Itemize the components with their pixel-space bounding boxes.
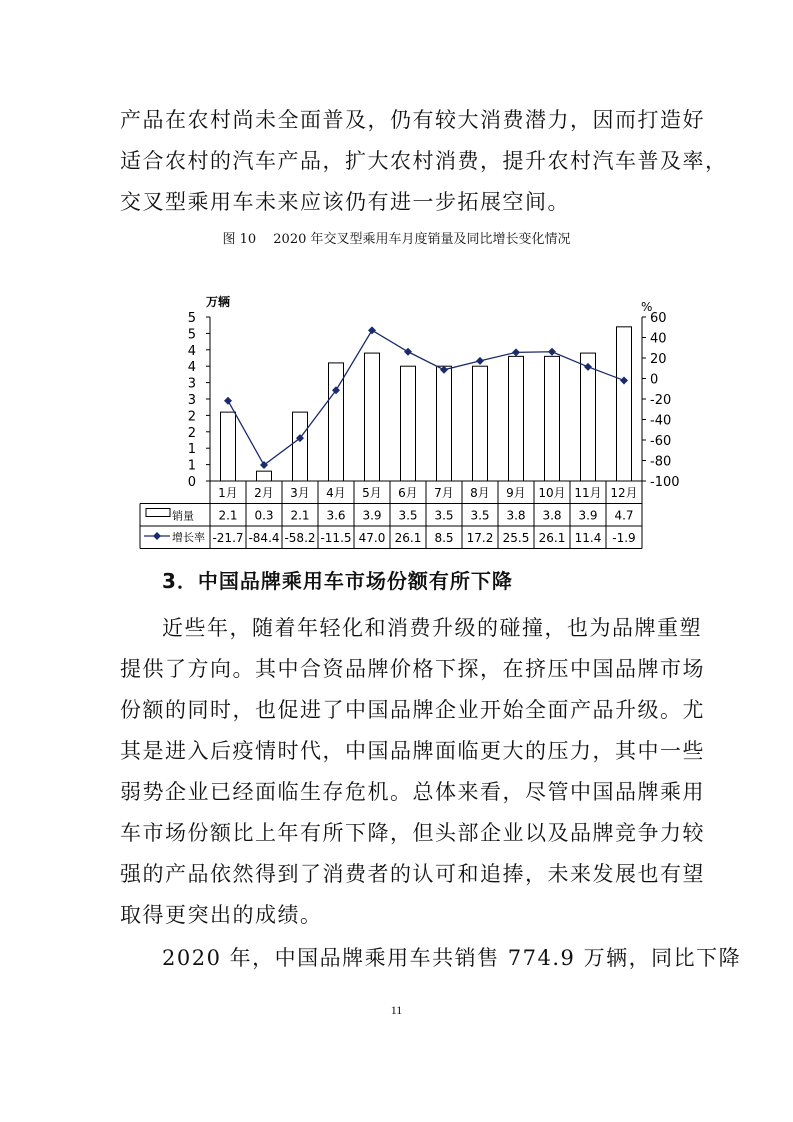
left-axis-tick-label: 1 — [187, 458, 196, 474]
sales-bar — [221, 412, 236, 481]
table-growth-value: 47.0 — [358, 531, 386, 545]
sales-bar — [293, 412, 308, 481]
table-growth-value: 26.1 — [394, 531, 422, 545]
paragraph-line: 2020 年，中国品牌乘用车共销售 774.9 万辆，同比下降 — [162, 946, 742, 970]
table-growth-value: -21.7 — [212, 531, 244, 545]
section-heading: 3．中国品牌乘用车市场份额有所下降 — [162, 569, 513, 593]
x-category-label: 2月 — [254, 486, 274, 500]
right-axis-unit-label: % — [641, 300, 653, 314]
right-axis-tick-label: -80 — [650, 454, 672, 470]
growth-point — [548, 348, 556, 356]
table-sales-value: 3.5 — [470, 508, 490, 523]
table-sales-value: 2.1 — [290, 508, 310, 523]
x-category-label: 4月 — [326, 486, 346, 500]
left-axis-unit-label: 万辆 — [206, 295, 231, 309]
right-axis-tick-label: 20 — [650, 352, 667, 367]
table-growth-value: -11.5 — [320, 531, 352, 545]
growth-line — [228, 330, 624, 465]
combo-chart — [0, 0, 793, 560]
table-sales-value: 3.6 — [326, 508, 346, 523]
right-axis-tick-label: 40 — [650, 331, 667, 347]
left-axis-tick-label: 3 — [187, 393, 196, 408]
right-axis-tick-label: -100 — [650, 475, 680, 490]
x-category-label: 12月 — [610, 486, 638, 500]
x-category-label: 9月 — [506, 486, 526, 500]
paragraph-line: 交叉型乘用车未来应该仍有进一步拓展空间。 — [120, 190, 570, 214]
table-sales-value: 3.8 — [542, 508, 562, 523]
table-sales-value: 3.9 — [362, 508, 382, 523]
paragraph-line: 产品在农村尚未全面普及，仍有较大消费潜力，因而打造好 — [120, 108, 705, 132]
table-sales-value: 4.7 — [614, 508, 634, 523]
table-growth-value: 17.2 — [466, 531, 494, 545]
growth-point — [404, 348, 412, 356]
left-axis-tick-label: 2 — [187, 425, 196, 441]
paragraph-line: 适合农村的汽车产品，扩大农村消费，提升农村汽车普及率， — [120, 149, 728, 173]
x-category-label: 3月 — [290, 486, 310, 500]
table-sales-value: 3.5 — [434, 508, 454, 523]
right-axis-tick-label: 60 — [650, 311, 667, 326]
left-axis-tick-label: 1 — [187, 442, 196, 458]
sales-bar — [617, 327, 632, 481]
paragraph-line: 提供了方向。其中合资品牌价格下探，在挤压中国品牌市场 — [120, 657, 705, 681]
x-category-label: 6月 — [398, 486, 418, 500]
right-axis-tick-label: -20 — [650, 393, 672, 408]
sales-bar — [257, 471, 272, 481]
sales-bar — [401, 366, 416, 481]
x-category-label: 5月 — [362, 486, 382, 500]
left-axis-tick-label: 4 — [187, 360, 196, 376]
sales-bar — [509, 356, 524, 481]
growth-point — [512, 348, 520, 356]
left-axis-tick-label: 4 — [187, 343, 196, 359]
page-number: 11 — [390, 1003, 403, 1017]
legend-bar-swatch — [146, 509, 170, 517]
paragraph-line: 弱势企业已经面临生存危机。总体来看，尽管中国品牌乘用 — [120, 780, 705, 804]
x-category-label: 8月 — [470, 486, 490, 500]
left-axis-tick-label: 5 — [187, 327, 196, 343]
table-sales-value: 3.9 — [578, 508, 598, 523]
right-axis-tick-label: -60 — [650, 434, 672, 449]
table-sales-value: 3.8 — [506, 508, 526, 523]
table-growth-value: -84.4 — [248, 531, 280, 545]
x-category-label: 1月 — [218, 486, 238, 500]
sales-bar — [365, 353, 380, 481]
legend-sales-label: 销量 — [172, 509, 194, 523]
left-axis-tick-label: 3 — [187, 376, 196, 392]
sales-bar — [437, 366, 452, 481]
sales-bar — [473, 366, 488, 481]
left-axis-tick-label: 5 — [187, 311, 196, 326]
x-category-label: 7月 — [434, 486, 454, 500]
paragraph-line: 其是进入后疫情时代，中国品牌面临更大的压力，其中一些 — [120, 739, 705, 763]
growth-point — [476, 357, 484, 365]
table-growth-value: -58.2 — [284, 531, 316, 545]
paragraph-line: 强的产品依然得到了消费者的认可和追捧，未来发展也有望 — [120, 862, 705, 886]
figure-caption: 图 10 2020 年交叉型乘用车月度销量及同比增长变化情况 — [222, 232, 571, 247]
x-category-label: 11月 — [574, 486, 602, 500]
table-growth-value: 8.5 — [434, 531, 454, 545]
paragraph-line: 取得更突出的成绩。 — [120, 903, 323, 927]
sales-bar — [581, 353, 596, 481]
paragraph-line: 近些年，随着年轻化和消费升级的碰撞，也为品牌重塑 — [162, 616, 702, 640]
table-sales-value: 3.5 — [398, 508, 418, 523]
table-growth-value: 11.4 — [574, 531, 602, 545]
table-growth-value: 26.1 — [538, 531, 566, 545]
paragraph-line: 份额的同时，也促进了中国品牌企业开始全面产品升级。尤 — [120, 698, 705, 722]
paragraph-line: 车市场份额比上年有所下降，但头部企业以及品牌竞争力较 — [120, 821, 705, 845]
table-sales-value: 2.1 — [218, 508, 238, 523]
left-axis-tick-label: 0 — [187, 475, 196, 490]
right-axis-tick-label: 0 — [650, 372, 659, 388]
table-growth-value: 25.5 — [502, 531, 530, 545]
growth-point — [224, 397, 232, 405]
x-category-label: 10月 — [538, 486, 566, 500]
sales-bar — [545, 356, 560, 481]
table-sales-value: 0.3 — [254, 508, 274, 523]
right-axis-tick-label: -40 — [650, 413, 672, 429]
legend-line-marker — [153, 532, 161, 540]
left-axis-tick-label: 2 — [187, 409, 196, 425]
legend-growth-label: 增长率 — [172, 531, 205, 544]
growth-point — [368, 326, 376, 334]
table-growth-value: -1.9 — [612, 531, 636, 545]
